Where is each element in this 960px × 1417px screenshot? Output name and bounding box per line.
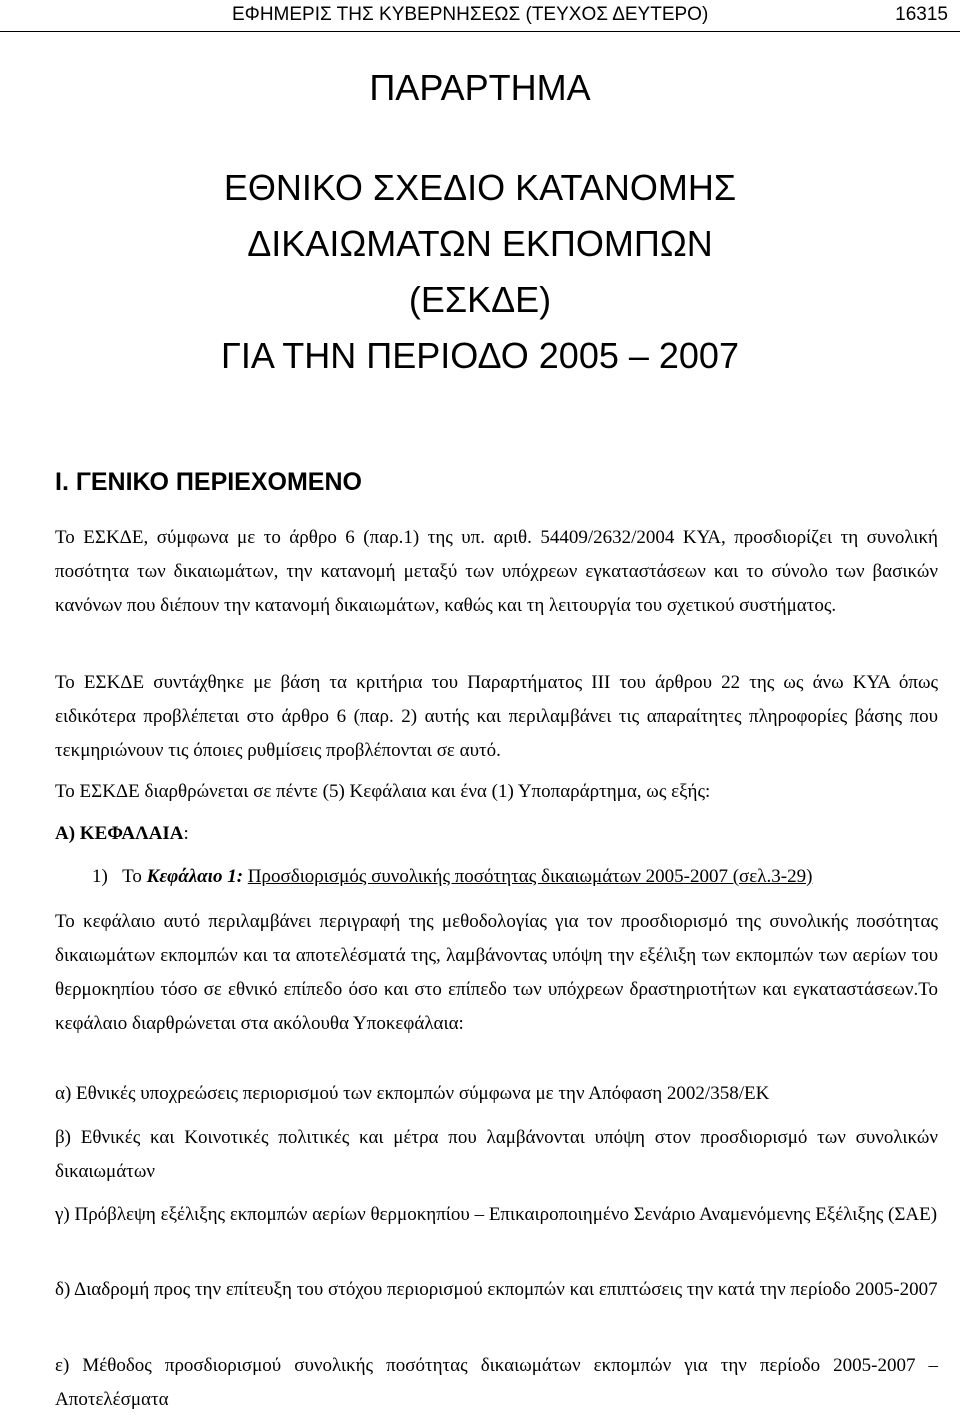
page-number: 16315 [895,4,948,25]
annex-title: ΠΑΡΑΡΤΗΜΑ [369,67,591,108]
list-item [55,1198,938,1232]
paragraph-structure [55,775,938,809]
chapter-1-title: Προσδιορισμός συνολικής ποσότητας δικαιωμάτων 2005-2007 (σελ.3-29) [247,866,813,887]
paragraph-intro [55,521,938,623]
list-item-text: δ) Διαδρομή προς την επίτευξη του στόχου περιορισμού εκπομπών και επιπτώσεις την κατά την περίοδο 2005-2007 [55,1279,938,1300]
section-heading: Ι. ΓΕΝΙΚΟ ΠΕΡΙΕΧΟΜΕΝΟ [55,468,362,496]
chapter-1-number: 1) [92,866,108,887]
list-item-text: ε) Μέθοδος προσδιορισμού συνολικής ποσότητας δικαιωμάτων εκπομπών για την περίοδο 2005-2007 – Αποτελέσματα [55,1355,938,1410]
chapter-1-entry [92,860,812,894]
paragraph-text: Το ΕΣΚΔΕ, σύμφωνα με το άρθρο 6 (παρ.1) της υπ. αριθ. 54409/2632/2004 ΚΥΑ, προσδιορίζει τη συνολική ποσότητα των δικαιωμάτων, την κατανομή μεταξύ των υπόχρεων εγκαταστάσεων και το σύνολο των βασικών κανόνων που διέπουν την κατανομή δικαιωμάτων, καθώς και τη λειτουργία του σχετικού συστήματος. [55,527,938,616]
plan-title-line4: ΓΙΑ ΤΗΝ ΠΕΡΙΟΔΟ 2005 – 2007 [221,335,739,376]
chapters-label: Α) ΚΕΦΑΛΑΙΑ [55,823,184,844]
plan-title-line2: ΔΙΚΑΙΩΜΑΤΩΝ ΕΚΠΟΜΠΩΝ [247,223,713,264]
chapter-1-prefix: Το [122,866,142,887]
list-item-text: γ) Πρόβλεψη εξέλιξης εκπομπών αερίων θερμοκηπίου – Επικαιροποιημένο Σενάριο Αναμενόμενης Εξέλιξης (ΣΑΕ) [55,1204,938,1225]
chapters-colon: : [183,823,189,844]
gazette-title: ΕΦΗΜΕΡΙΣ ΤΗΣ ΚΥΒΕΡΝΗΣΕΩΣ (ΤΕΥΧΟΣ ΔΕΥΤΕΡΟ) [232,4,709,25]
plan-title-line3: (ΕΣΚΔΕ) [408,279,552,320]
page-header [0,0,960,33]
chapters-heading [55,817,189,851]
paragraph-text: Το κεφάλαιο αυτό περιλαμβάνει περιγραφή της μεθοδολογίας για τον προσδιορισμό της συνολικής ποσότητας δικαιωμάτων εκπομπών και τα αποτελέσματά της, λαμβάνοντας υπόψη την εξέλιξη των εκπομπών των αερίων του θερμοκηπίου τόσο σε εθνικό επίπεδο όσο και στο επίπεδο των υπόχρεων δραστηριοτήτων και εγκαταστάσεων.Το κεφάλαιο διαρθρώνεται στα ακόλουθα Υποκεφάλαια: [55,911,938,1034]
list-item [55,1273,938,1307]
header-divider [0,31,960,32]
list-item-text: β) Εθνικές και Κοινοτικές πολιτικές και μέτρα που λαμβάνονται υπόψη στον προσδιορισμό των συνολικών δικαιωμάτων [55,1127,938,1182]
list-item [55,1349,938,1417]
list-item-text: α) Εθνικές υποχρεώσεις περιορισμού των εκπομπών σύμφωνα με την Απόφαση 2002/358/ΕΚ [55,1083,770,1104]
chapter-1-label: Κεφάλαιο 1: [146,866,244,887]
list-item [55,1077,938,1111]
paragraph-text: Το ΕΣΚΔΕ συντάχθηκε με βάση τα κριτήρια του Παραρτήματος ΙΙΙ του άρθρου 22 της ως άνω ΚΥΑ όπως ειδικότερα προβλέπεται στο άρθρο 6 (παρ. 2) αυτής και περιλαμβάνει τις απαραίτητες πληροφορίες βάσης που τεκμηριώνουν τις όποιες ρυθμίσεις προβλέπονται σε αυτό. [55,672,938,761]
plan-title-line1: ΕΘΝΙΚΟ ΣΧΕΔΙΟ ΚΑΤΑΝΟΜΗΣ [223,167,737,208]
paragraph-chapter-1 [55,905,938,1041]
list-item [55,1121,938,1189]
paragraph-criteria [55,666,938,768]
paragraph-text: Το ΕΣΚΔΕ διαρθρώνεται σε πέντε (5) Κεφάλαια και ένα (1) Υποπαράρτημα, ως εξής: [55,781,711,802]
